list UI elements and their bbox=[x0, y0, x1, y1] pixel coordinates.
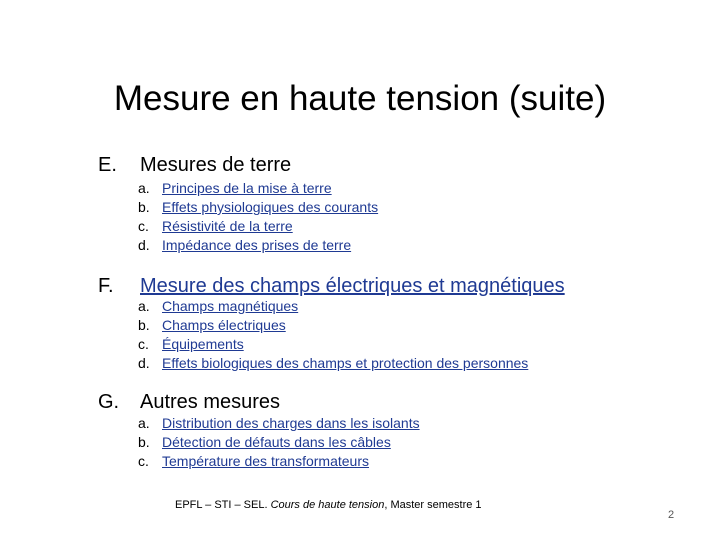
item-link[interactable]: Champs magnétiques bbox=[162, 298, 299, 314]
footer bbox=[175, 498, 482, 512]
list-item[interactable] bbox=[138, 335, 244, 354]
list-item[interactable] bbox=[138, 316, 286, 335]
list-item[interactable] bbox=[138, 452, 369, 471]
item-letter: b. bbox=[138, 199, 150, 215]
item-link[interactable]: Effets biologiques des champs et protection des personnes bbox=[162, 355, 529, 371]
list-item[interactable] bbox=[138, 297, 298, 316]
item-letter: d. bbox=[138, 355, 150, 371]
footer-prefix: EPFL – STI – SEL. bbox=[175, 499, 268, 511]
section-heading: Mesures de terre bbox=[140, 154, 292, 176]
item-link[interactable]: Impédance des prises de terre bbox=[162, 237, 352, 253]
list-item[interactable] bbox=[138, 414, 420, 433]
item-letter: b. bbox=[138, 317, 150, 333]
item-letter: a. bbox=[138, 415, 150, 431]
list-item[interactable] bbox=[138, 433, 391, 452]
item-letter: c. bbox=[138, 218, 149, 234]
item-link[interactable]: Champs électriques bbox=[162, 317, 286, 333]
item-link[interactable]: Équipements bbox=[162, 336, 244, 352]
list-item[interactable] bbox=[138, 236, 351, 255]
section-letter: E. bbox=[98, 154, 117, 176]
footer-suffix: , Master semestre 1 bbox=[384, 499, 482, 511]
item-link[interactable]: Effets physiologiques des courants bbox=[162, 199, 379, 215]
item-letter: c. bbox=[138, 453, 149, 469]
item-link[interactable]: Principes de la mise à terre bbox=[162, 180, 332, 196]
item-link[interactable]: Détection de défauts dans les câbles bbox=[162, 434, 391, 450]
footer-course: Cours de haute tension bbox=[270, 499, 385, 511]
section-letter: F. bbox=[98, 275, 114, 297]
section-heading: Autres mesures bbox=[140, 391, 281, 413]
item-letter: a. bbox=[138, 298, 150, 314]
page-number: 2 bbox=[668, 509, 675, 521]
item-letter: d. bbox=[138, 237, 150, 253]
section-letter: G. bbox=[98, 391, 120, 413]
section-heading-link[interactable]: Mesure des champs électriques et magnétiques bbox=[140, 275, 565, 297]
item-letter: a. bbox=[138, 180, 150, 196]
item-link[interactable]: Température des transformateurs bbox=[162, 453, 369, 469]
list-item[interactable] bbox=[138, 354, 528, 373]
item-link[interactable]: Distribution des charges dans les isolants bbox=[162, 415, 420, 431]
list-item[interactable] bbox=[138, 179, 332, 198]
item-link[interactable]: Résistivité de la terre bbox=[162, 218, 293, 234]
slide-title: Mesure en haute tension (suite) bbox=[113, 79, 607, 118]
list-item[interactable] bbox=[138, 217, 293, 236]
list-item[interactable] bbox=[138, 198, 378, 217]
item-letter: b. bbox=[138, 434, 150, 450]
item-letter: c. bbox=[138, 336, 149, 352]
